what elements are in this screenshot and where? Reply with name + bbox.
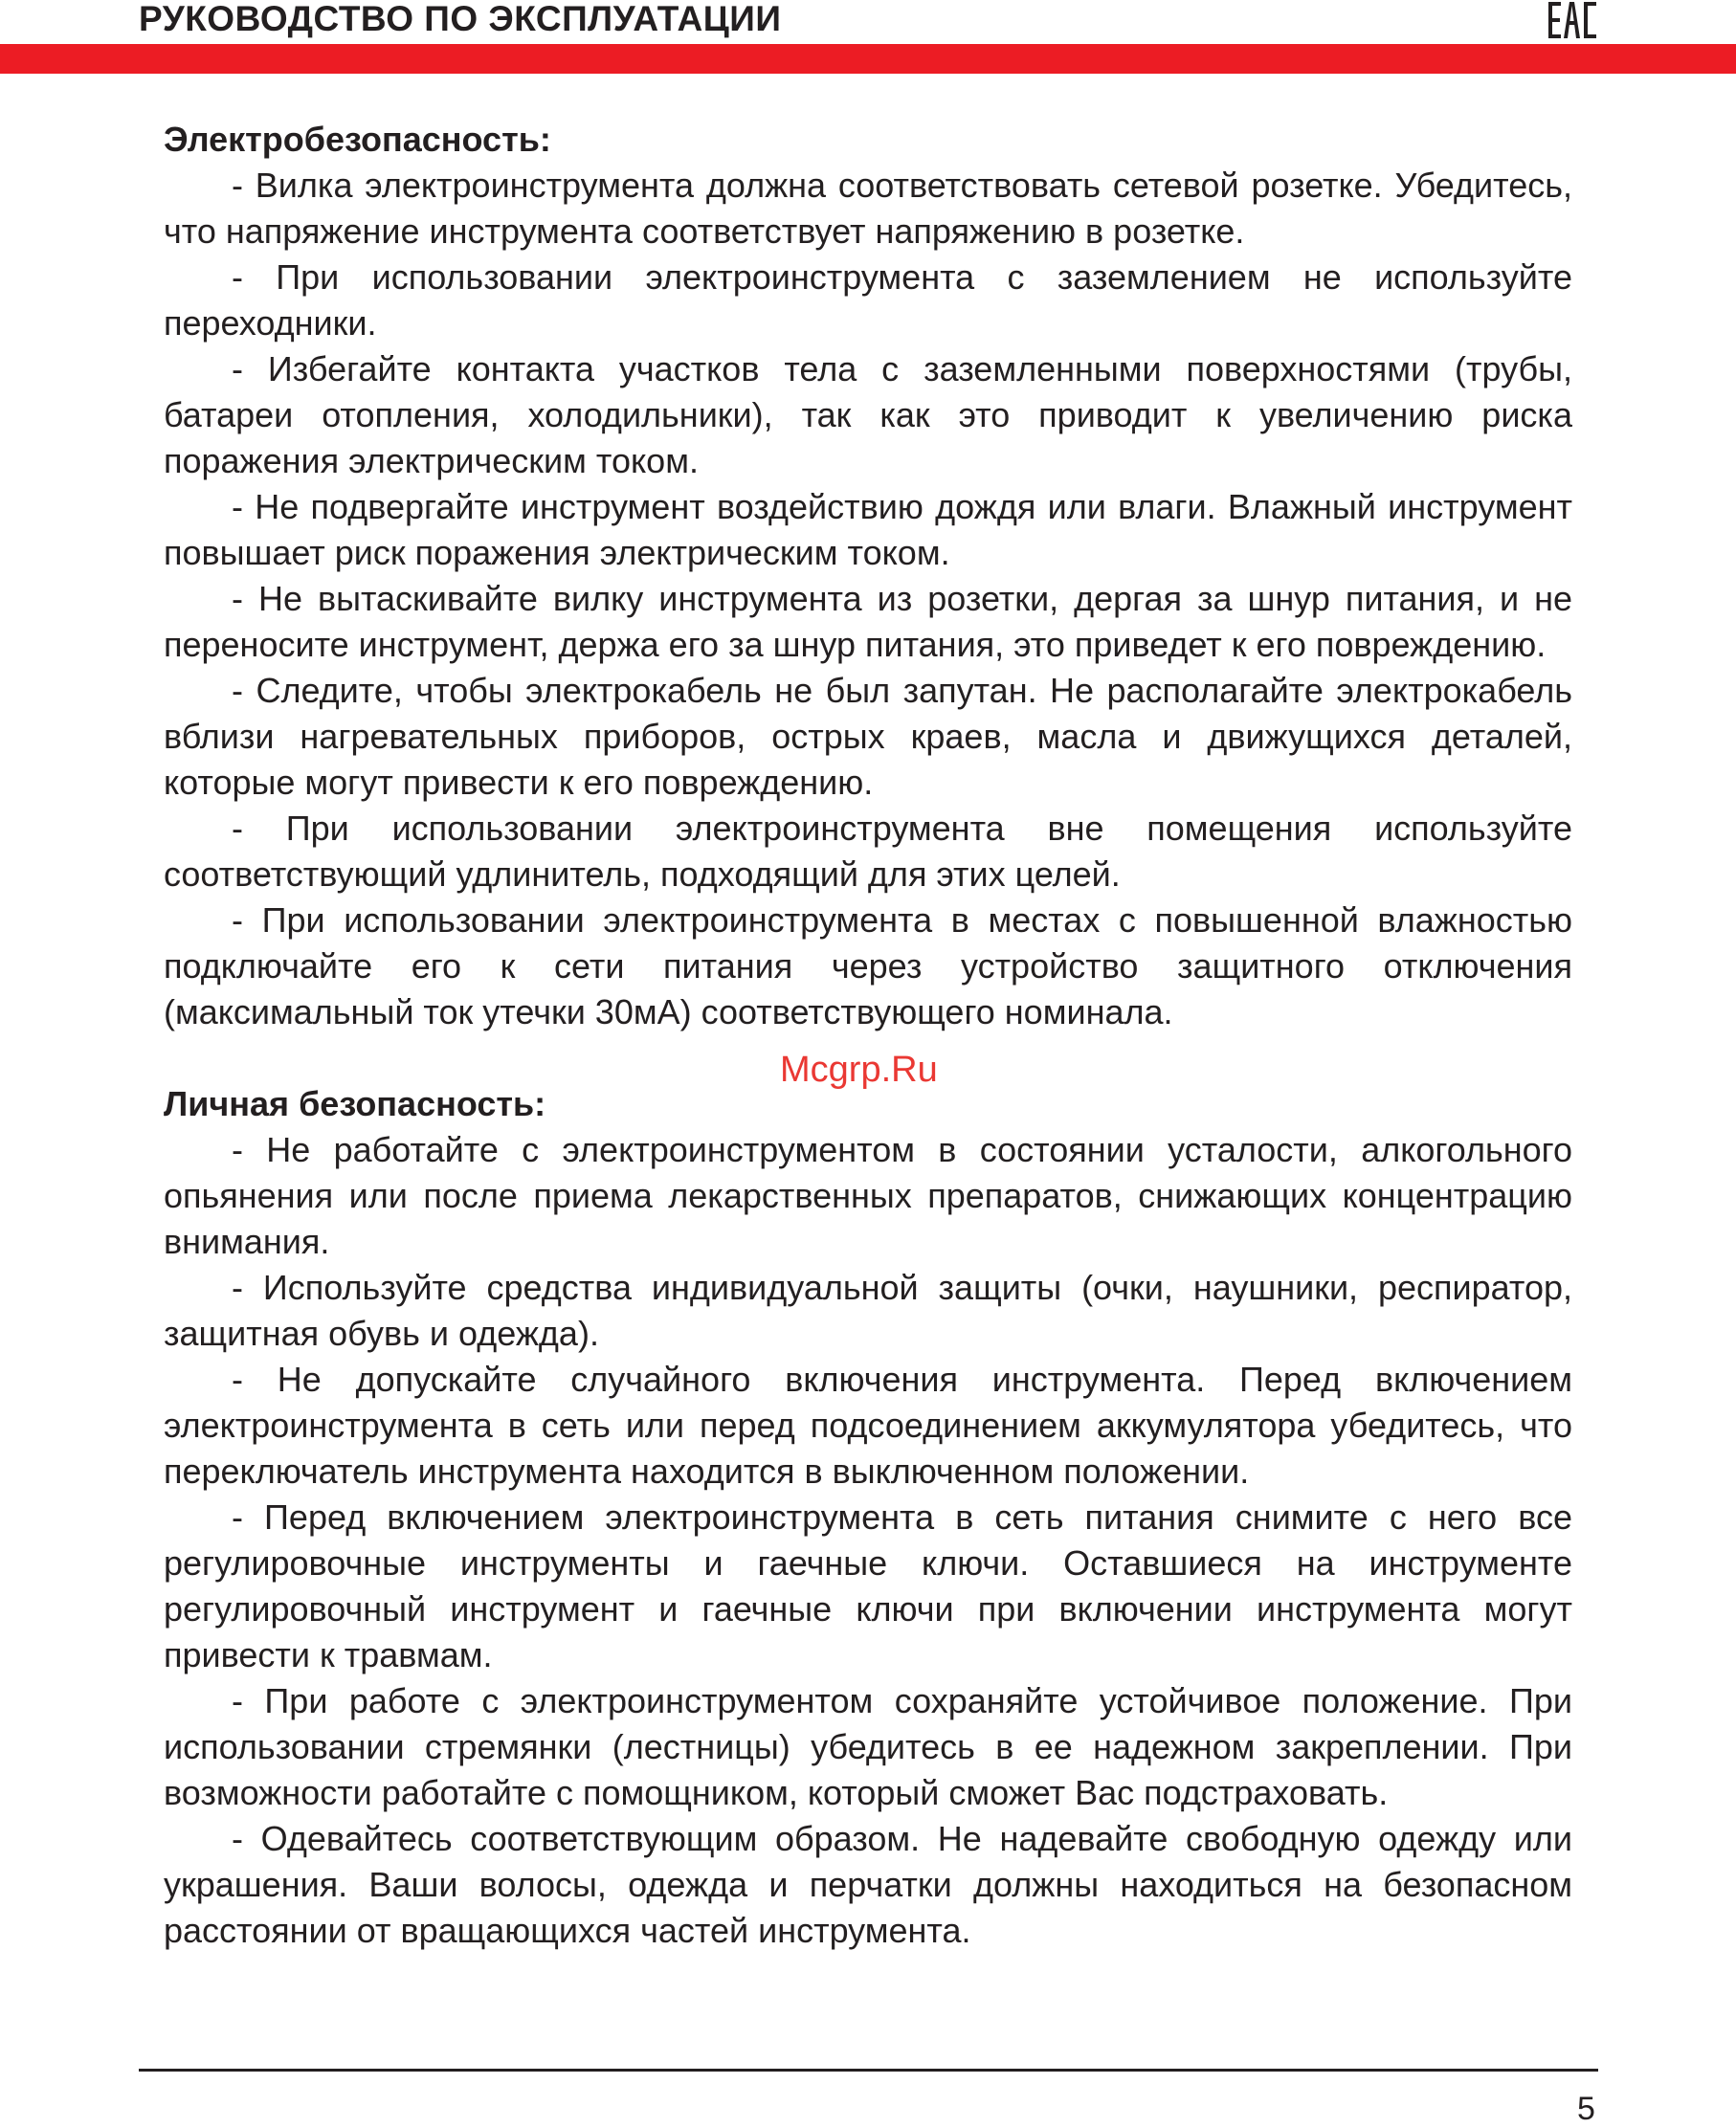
paragraph: - Одевайтесь соответствующим образом. Не надевайте свободную одежду или украшения. Ваши волосы, одежда и перчатки должны находиться на безопасном расстоянии от вращающихся частей инструмента.: [164, 1819, 1572, 1950]
header-red-band: [0, 44, 1736, 74]
paragraph: - Следите, чтобы электрокабель не был запутан. Не располагайте электрокабель вблизи нагревательных приборов, острых краев, масла и движущихся деталей, которые могут привести к его повреждению.: [164, 671, 1572, 802]
paragraph: - Не подвергайте инструмент воздействию дождя или влаги. Влажный инструмент повышает риск поражения электрическим током.: [164, 487, 1572, 572]
section-personal-safety: [164, 1081, 1572, 1954]
paragraph: - При работе с электроинструментом сохраняйте устойчивое положение. При использовании стремянки (лестницы) убедитесь в ее надежном закреплении. При возможности работайте с помощником, который сможет Вас подстраховать.: [164, 1681, 1572, 1812]
paragraph: - Не вытаскивайте вилку инструмента из розетки, дергая за шнур питания, и не переносите инструмент, держа его за шнур питания, это приведет к его повреждению.: [164, 579, 1572, 664]
paragraph: - Перед включением электроинструмента в сеть питания снимите с него все регулировочные инструменты и гаечные ключи. Оставшиеся на инструменте регулировочный инструмент и гаечные ключи при включении инструмента могут привести к травмам.: [164, 1497, 1572, 1674]
paragraph: - При использовании электроинструмента с заземлением не используйте переходники.: [164, 257, 1572, 343]
footer-divider: [139, 2069, 1598, 2072]
watermark: Mcgrp.Ru: [780, 1050, 938, 1090]
paragraph: - Не допускайте случайного включения инструмента. Перед включением электроинструмента в сеть или перед подсоединением аккумулятора убедитесь, что переключатель инструмента находится в выключенном положении.: [164, 1360, 1572, 1491]
paragraph: - Избегайте контакта участков тела с заземленными поверхностями (трубы, батареи отопления, холодильники), так как это приводит к увеличению риска поражения электрическим током.: [164, 349, 1572, 480]
document-body: [164, 117, 1572, 1954]
section-heading: Личная безопасность:: [164, 1084, 546, 1123]
paragraph: - При использовании электроинструмента вне помещения используйте соответствующий удлинитель, подходящий для этих целей.: [164, 809, 1572, 894]
section-heading: Электробезопасность:: [164, 120, 551, 159]
eac-certification-logo: [1548, 0, 1598, 40]
paragraph: - Не работайте с электроинструментом в состоянии усталости, алкогольного опьянения или после приема лекарственных препаратов, снижающих концентрацию внимания.: [164, 1130, 1572, 1261]
page-number: 5: [1577, 2091, 1595, 2127]
paragraph: - При использовании электроинструмента в местах с повышенной влажностью подключайте его к сети питания через устройство защитного отключения (максимальный ток утечки 30мА) соответствующего номинала.: [164, 900, 1572, 1031]
document-header-title: РУКОВОДСТВО ПО ЭКСПЛУАТАЦИИ: [139, 0, 782, 38]
section-electrical-safety: [164, 117, 1572, 1035]
paragraph: - Используйте средства индивидуальной защиты (очки, наушники, респиратор, защитная обувь и одежда).: [164, 1268, 1572, 1353]
paragraph: - Вилка электроинструмента должна соответствовать сетевой розетке. Убедитесь, что напряжение инструмента соответствует напряжению в розетке.: [164, 166, 1572, 251]
